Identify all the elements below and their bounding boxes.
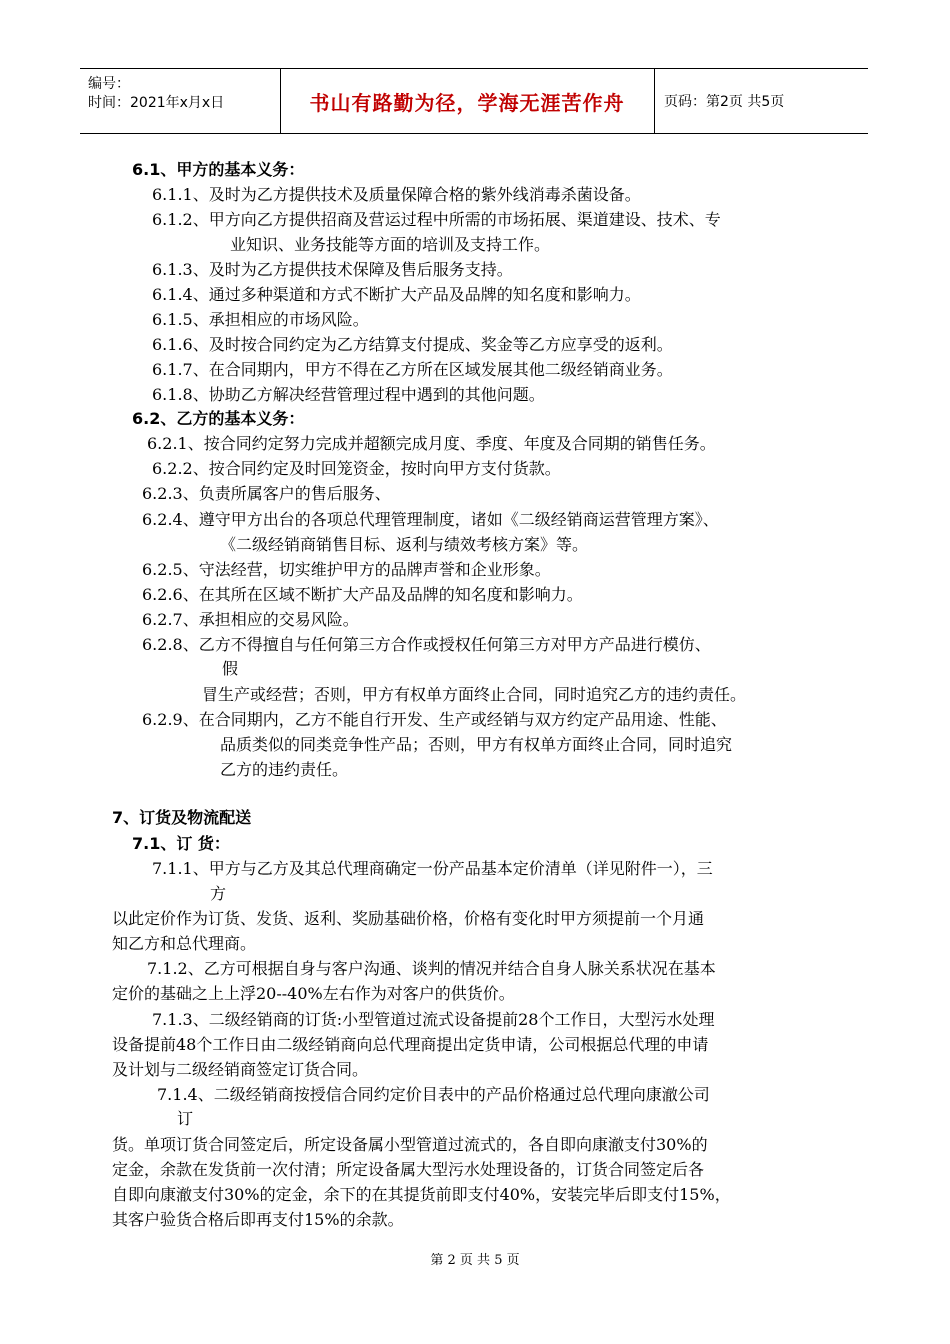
- clause-6-2-8-wrap: 假: [222, 659, 239, 678]
- clause-6-1-7: 6.1.7、在合同期内，甲方不得在乙方所在区域发展其他二级经销商业务。: [152, 360, 673, 379]
- header-page-cell: [654, 69, 868, 133]
- section-heading-6-1: 6.1、甲方的基本义务：: [132, 160, 305, 179]
- clause-7-1-1-cont-2: 知乙方和总代理商。: [112, 934, 257, 953]
- header-motto-cell: [280, 69, 655, 133]
- clause-7-1-4: 7.1.4、二级经销商按授信合同约定价目表中的产品价格通过总代理向康澈公司: [157, 1085, 710, 1104]
- clause-7-1-4-cont-3: 自即向康澈支付30%的定金，余下的在其提货前即支付40%，安装完毕后即支付15%，: [112, 1185, 731, 1204]
- clause-6-2-8: 6.2.8、乙方不得擅自与任何第三方合作或授权任何第三方对甲方产品进行模仿、: [142, 635, 711, 654]
- header-page-number: 页码：第2页 共5页: [664, 94, 785, 110]
- page-header: [80, 68, 868, 134]
- clause-7-1-2-cont: 定价的基础之上上浮20--40%左右作为对客户的供货价。: [112, 984, 515, 1003]
- section-heading-7-1: 7.1、订 货：: [132, 834, 230, 853]
- header-info-cell: [80, 69, 281, 133]
- clause-7-1-3: 7.1.3、二级经销商的订货:小型管道过流式设备提前28个工作日，大型污水处理: [152, 1010, 715, 1029]
- clause-6-2-7: 6.2.7、承担相应的交易风险。: [142, 610, 359, 629]
- clause-7-1-3-cont-1: 设备提前48个工作日由二级经销商向总代理商提出定货申请，公司根据总代理的申请: [112, 1035, 709, 1054]
- clause-6-1-4: 6.1.4、通过多种渠道和方式不断扩大产品及品牌的知名度和影响力。: [152, 285, 641, 304]
- clause-6-1-2-cont: 业知识、业务技能等方面的培训及支持工作。: [230, 235, 551, 254]
- clause-6-1-8: 6.1.8、协助乙方解决经营管理过程中遇到的其他问题。: [152, 385, 545, 404]
- clause-6-2-6: 6.2.6、在其所在区域不断扩大产品及品牌的知名度和影响力。: [142, 585, 583, 604]
- clause-6-2-9: 6.2.9、在合同期内，乙方不能自行开发、生产或经销与双方约定产品用途、性能、: [142, 710, 727, 729]
- clause-6-2-3: 6.2.3、负责所属客户的售后服务、: [142, 484, 391, 503]
- clause-6-2-2: 6.2.2、按合同约定及时回笼资金，按时向甲方支付货款。: [152, 459, 561, 478]
- clause-7-1-4-cont-4: 其客户验货合格后即再支付15%的余款。: [112, 1210, 404, 1229]
- clause-6-2-1: 6.2.1、按合同约定努力完成并超额完成月度、季度、年度及合同期的销售任务。: [147, 434, 716, 453]
- section-heading-7: 7、订货及物流配送: [112, 808, 252, 827]
- document-number-label: 编号：: [88, 76, 130, 92]
- header-motto: 书山有路勤为径，学海无涯苦作舟: [309, 90, 625, 115]
- clause-6-2-4-cont: 《二级经销商销售目标、返利与绩效考核方案》等。: [220, 535, 589, 554]
- clause-7-1-4-cont-1: 货。单项订货合同签定后，所定设备属小型管道过流式的，各自即向康澈支付30%的: [112, 1135, 708, 1154]
- clause-6-1-6: 6.1.6、及时按合同约定为乙方结算支付提成、奖金等乙方应享受的返利。: [152, 335, 673, 354]
- clause-7-1-4-cont-2: 定金，余款在发货前一次付清；所定设备属大型污水处理设备的，订货合同签定后各: [112, 1160, 705, 1179]
- clause-7-1-2: 7.1.2、乙方可根据自身与客户沟通、谈判的情况并结合自身人脉关系状况在基本: [147, 959, 716, 978]
- clause-7-1-4-wrap: 订: [177, 1109, 194, 1128]
- clause-6-2-9-cont-1: 品质类似的同类竞争性产品；否则，甲方有权单方面终止合同，同时追究: [220, 735, 733, 754]
- clause-7-1-3-cont-2: 及计划与二级经销商签定订货合同。: [112, 1060, 369, 1079]
- clause-6-1-5: 6.1.5、承担相应的市场风险。: [152, 310, 369, 329]
- clause-7-1-1: 7.1.1、甲方与乙方及其总代理商确定一份产品基本定价清单（详见附件一），三: [152, 859, 713, 878]
- clause-6-1-2: 6.1.2、甲方向乙方提供招商及营运过程中所需的市场拓展、渠道建设、技术、专: [152, 210, 721, 229]
- clause-7-1-1-cont-1: 以此定价作为订货、发货、返利、奖励基础价格，价格有变化时甲方须提前一个月通: [112, 909, 705, 928]
- clause-6-1-3: 6.1.3、及时为乙方提供技术保障及售后服务支持。: [152, 260, 513, 279]
- clause-6-2-4: 6.2.4、遵守甲方出台的各项总代理管理制度，诸如《二级经销商运营管理方案》、: [142, 510, 719, 529]
- clause-7-1-1-wrap: 方: [210, 884, 227, 903]
- clause-6-2-8-cont: 冒生产或经营；否则，甲方有权单方面终止合同，同时追究乙方的违约责任。: [202, 685, 747, 704]
- page-footer: 第 2 页 共 5 页: [430, 1253, 520, 1268]
- clause-6-2-5: 6.2.5、守法经营，切实维护甲方的品牌声誉和企业形象。: [142, 560, 551, 579]
- clause-6-2-9-cont-2: 乙方的违约责任。: [220, 760, 349, 779]
- document-date-label: 时间：2021年x月x日: [88, 95, 225, 111]
- clause-6-1-1: 6.1.1、及时为乙方提供技术及质量保障合格的紫外线消毒杀菌设备。: [152, 185, 641, 204]
- section-heading-6-2: 6.2、乙方的基本义务：: [132, 409, 305, 428]
